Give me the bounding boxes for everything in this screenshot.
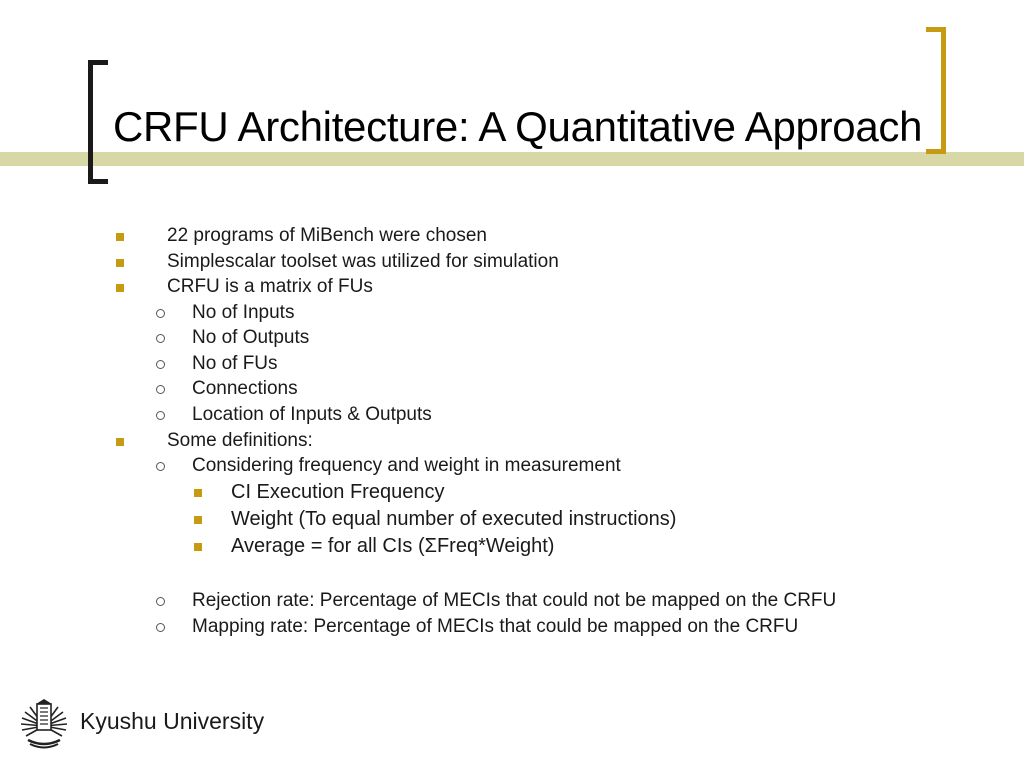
bullet-level-3-text: Weight (To equal number of executed instructions) (231, 508, 677, 530)
hollow-circle-bullet-icon (156, 334, 165, 343)
bullet-level-1-text: Some definitions: (167, 430, 313, 451)
square-bullet-icon (116, 438, 124, 446)
bullet-level-2-text: Mapping rate: Percentage of MECIs that could be mapped on the CRFU (192, 616, 799, 637)
bullet-level-2-text: Considering frequency and weight in measurement (192, 455, 621, 476)
bullet-level-3-text: CI Execution Frequency (231, 481, 445, 503)
bullet-level-2-text: Location of Inputs & Outputs (192, 404, 432, 425)
square-bullet-icon (194, 489, 202, 497)
hollow-circle-bullet-icon (156, 623, 165, 632)
bullet-level-2-text: No of FUs (192, 353, 278, 374)
bullet-level-1-text: 22 programs of MiBench were chosen (167, 225, 487, 246)
bullet-level-2-text: No of Outputs (192, 327, 310, 348)
square-bullet-icon (116, 259, 124, 267)
square-bullet-icon (194, 543, 202, 551)
slide-title: CRFU Architecture: A Quantitative Approach (113, 103, 923, 150)
bullet-level-1-text: CRFU is a matrix of FUs (167, 276, 373, 297)
bullet-level-2-text: Connections (192, 378, 298, 399)
square-bullet-icon (116, 233, 124, 241)
footer-university-name: Kyushu University (80, 708, 265, 734)
bullet-level-2-text: No of Inputs (192, 302, 295, 323)
university-emblem-icon (16, 696, 72, 750)
hollow-circle-bullet-icon (156, 462, 165, 471)
hollow-circle-bullet-icon (156, 597, 165, 606)
hollow-circle-bullet-icon (156, 411, 165, 420)
square-bullet-icon (194, 516, 202, 524)
bullet-level-2-text: Rejection rate: Percentage of MECIs that could not be mapped on the CRFU (192, 590, 837, 611)
hollow-circle-bullet-icon (156, 385, 165, 394)
bullet-level-1-text: Simplescalar toolset was utilized for simulation (167, 251, 559, 272)
hollow-circle-bullet-icon (156, 360, 165, 369)
square-bullet-icon (116, 284, 124, 292)
bullet-level-3-text: Average = for all CIs (ΣFreq*Weight) (231, 535, 555, 557)
hollow-circle-bullet-icon (156, 309, 165, 318)
